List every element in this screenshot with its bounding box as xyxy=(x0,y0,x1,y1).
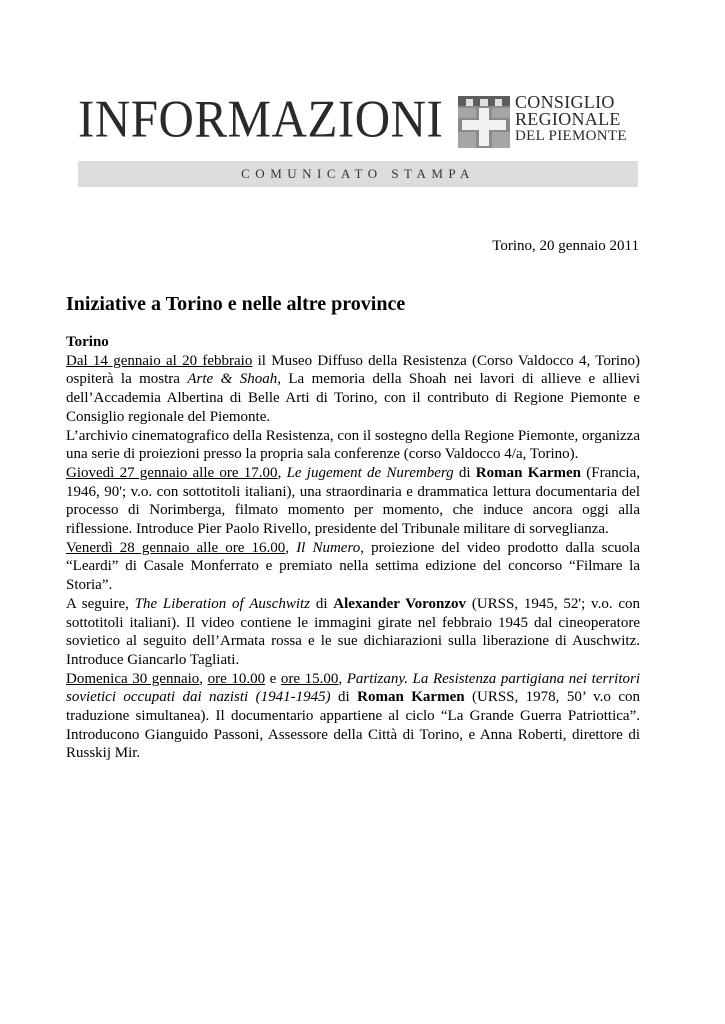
paragraph-text: di xyxy=(453,464,476,481)
event-time: ore 15.00 xyxy=(280,670,339,687)
org-line-1: CONSIGLIO xyxy=(515,92,615,112)
paragraph-text: , xyxy=(199,670,208,687)
paragraph-text: (Francia, 1946, 90'; v.o. con sottotitoli italiani), una straordinaria e drammatica lettura documentaria del processo di Norimberga, filmato momento per momento, che induce ancora oggi alla riflessione. Introduce Pier Paolo Rivello, presidente del Tribunale militare di sorveglianza. xyxy=(66,464,640,538)
paragraph-exhibition xyxy=(66,352,640,427)
paragraph-archive: L’archivio cinematografico della Resistenza, con il sostegno della Regione Piemonte, organizza una serie di proiezioni presso la propria sala conferenze (corso Valdocco 4/a, Torino). xyxy=(66,427,640,463)
film-title: Il Numero xyxy=(296,539,361,556)
masthead xyxy=(78,86,638,186)
event-date: Domenica 30 gennaio xyxy=(66,670,200,687)
place-heading: Torino xyxy=(66,334,109,350)
paragraph-text: A seguire, xyxy=(66,595,135,612)
paragraph-text: (URSS, 1978, 50’ v.o con traduzione simultanea). Il documentario appartiene al ciclo “La Grande Guerra Patriottica”. Introducono Gianguido Passoni, Assessore della Città di Torino, e Anna Roberti, direttore di Russkij Mir. xyxy=(66,689,641,762)
document-heading: Iniziative a Torino e nelle altre province xyxy=(66,293,406,315)
event-date: Venerdì 28 gennaio alle ore 16.00 xyxy=(66,539,286,556)
organization-name xyxy=(515,94,627,145)
org-line-2: REGIONALE xyxy=(515,109,621,129)
paragraph-text: , xyxy=(285,539,297,556)
event-date: Giovedì 27 gennaio alle ore 17.00 xyxy=(66,464,278,481)
film-title: The Liberation of Auschwitz xyxy=(134,595,311,612)
masthead-title: INFORMAZIONI xyxy=(78,88,444,149)
director-name: Roman Karmen xyxy=(357,689,465,706)
director-name: Roman Karmen xyxy=(475,464,582,481)
paragraph-text: (URSS, 1945, 52'; v.o. con sottotitoli italiani). Il video contiene le immagini girate nel febbraio 1945 dal cineoperatore sovietico al seguito dell’Armata rossa e le sue dichiarazioni sulla liberazione di Auschwitz. Introduce Giancarlo Tagliati. xyxy=(66,595,641,668)
regional-council-logo-icon xyxy=(458,96,510,148)
film-title: Le jugement de Nuremberg xyxy=(286,464,454,481)
paragraph-text: di xyxy=(330,689,358,706)
paragraph-text: , xyxy=(277,464,287,481)
paragraph-text: , xyxy=(338,670,347,687)
paragraph-event-28 xyxy=(66,539,640,595)
paragraph-text: il Museo Diffuso della Resistenza (Corso Valdocco 4, Torino) ospiterà la mostra xyxy=(66,352,640,388)
paragraph-text: di xyxy=(310,595,334,612)
director-name: Alexander Voronzov xyxy=(333,595,467,612)
exhibition-title: Arte & Shoah xyxy=(187,371,278,388)
press-release-label: COMUNICATO STAMPA xyxy=(241,166,475,181)
document-date: Torino, 20 gennaio 2011 xyxy=(492,238,639,254)
event-time: ore 10.00 xyxy=(207,670,266,687)
org-line-3: DEL PIEMONTE xyxy=(515,128,627,144)
paragraph-event-27 xyxy=(66,464,640,539)
film-title: Partizany. La Resistenza partigiana nei territori sovietici occupati dai nazisti (1941-1945) xyxy=(66,670,641,706)
document-body xyxy=(66,333,640,763)
paragraph-text: , La memoria della Shoah nei lavori di allieve e allievi dell’Accademia Albertina di Belle Arti di Torino, con il contributo di Regione Piemonte e Consiglio regionale del Piemonte. xyxy=(66,371,640,425)
paragraph-text: e xyxy=(265,670,281,687)
paragraph-event-30 xyxy=(66,670,640,764)
event-date: Dal 14 gennaio al 20 febbraio xyxy=(66,352,253,369)
paragraph-text: , proiezione del video prodotto dalla scuola “Leardi” di Casale Monferrato e premiato nella settima edizione del concorso “Filmare la Storia”. xyxy=(66,539,640,594)
paragraph-following xyxy=(66,595,640,670)
